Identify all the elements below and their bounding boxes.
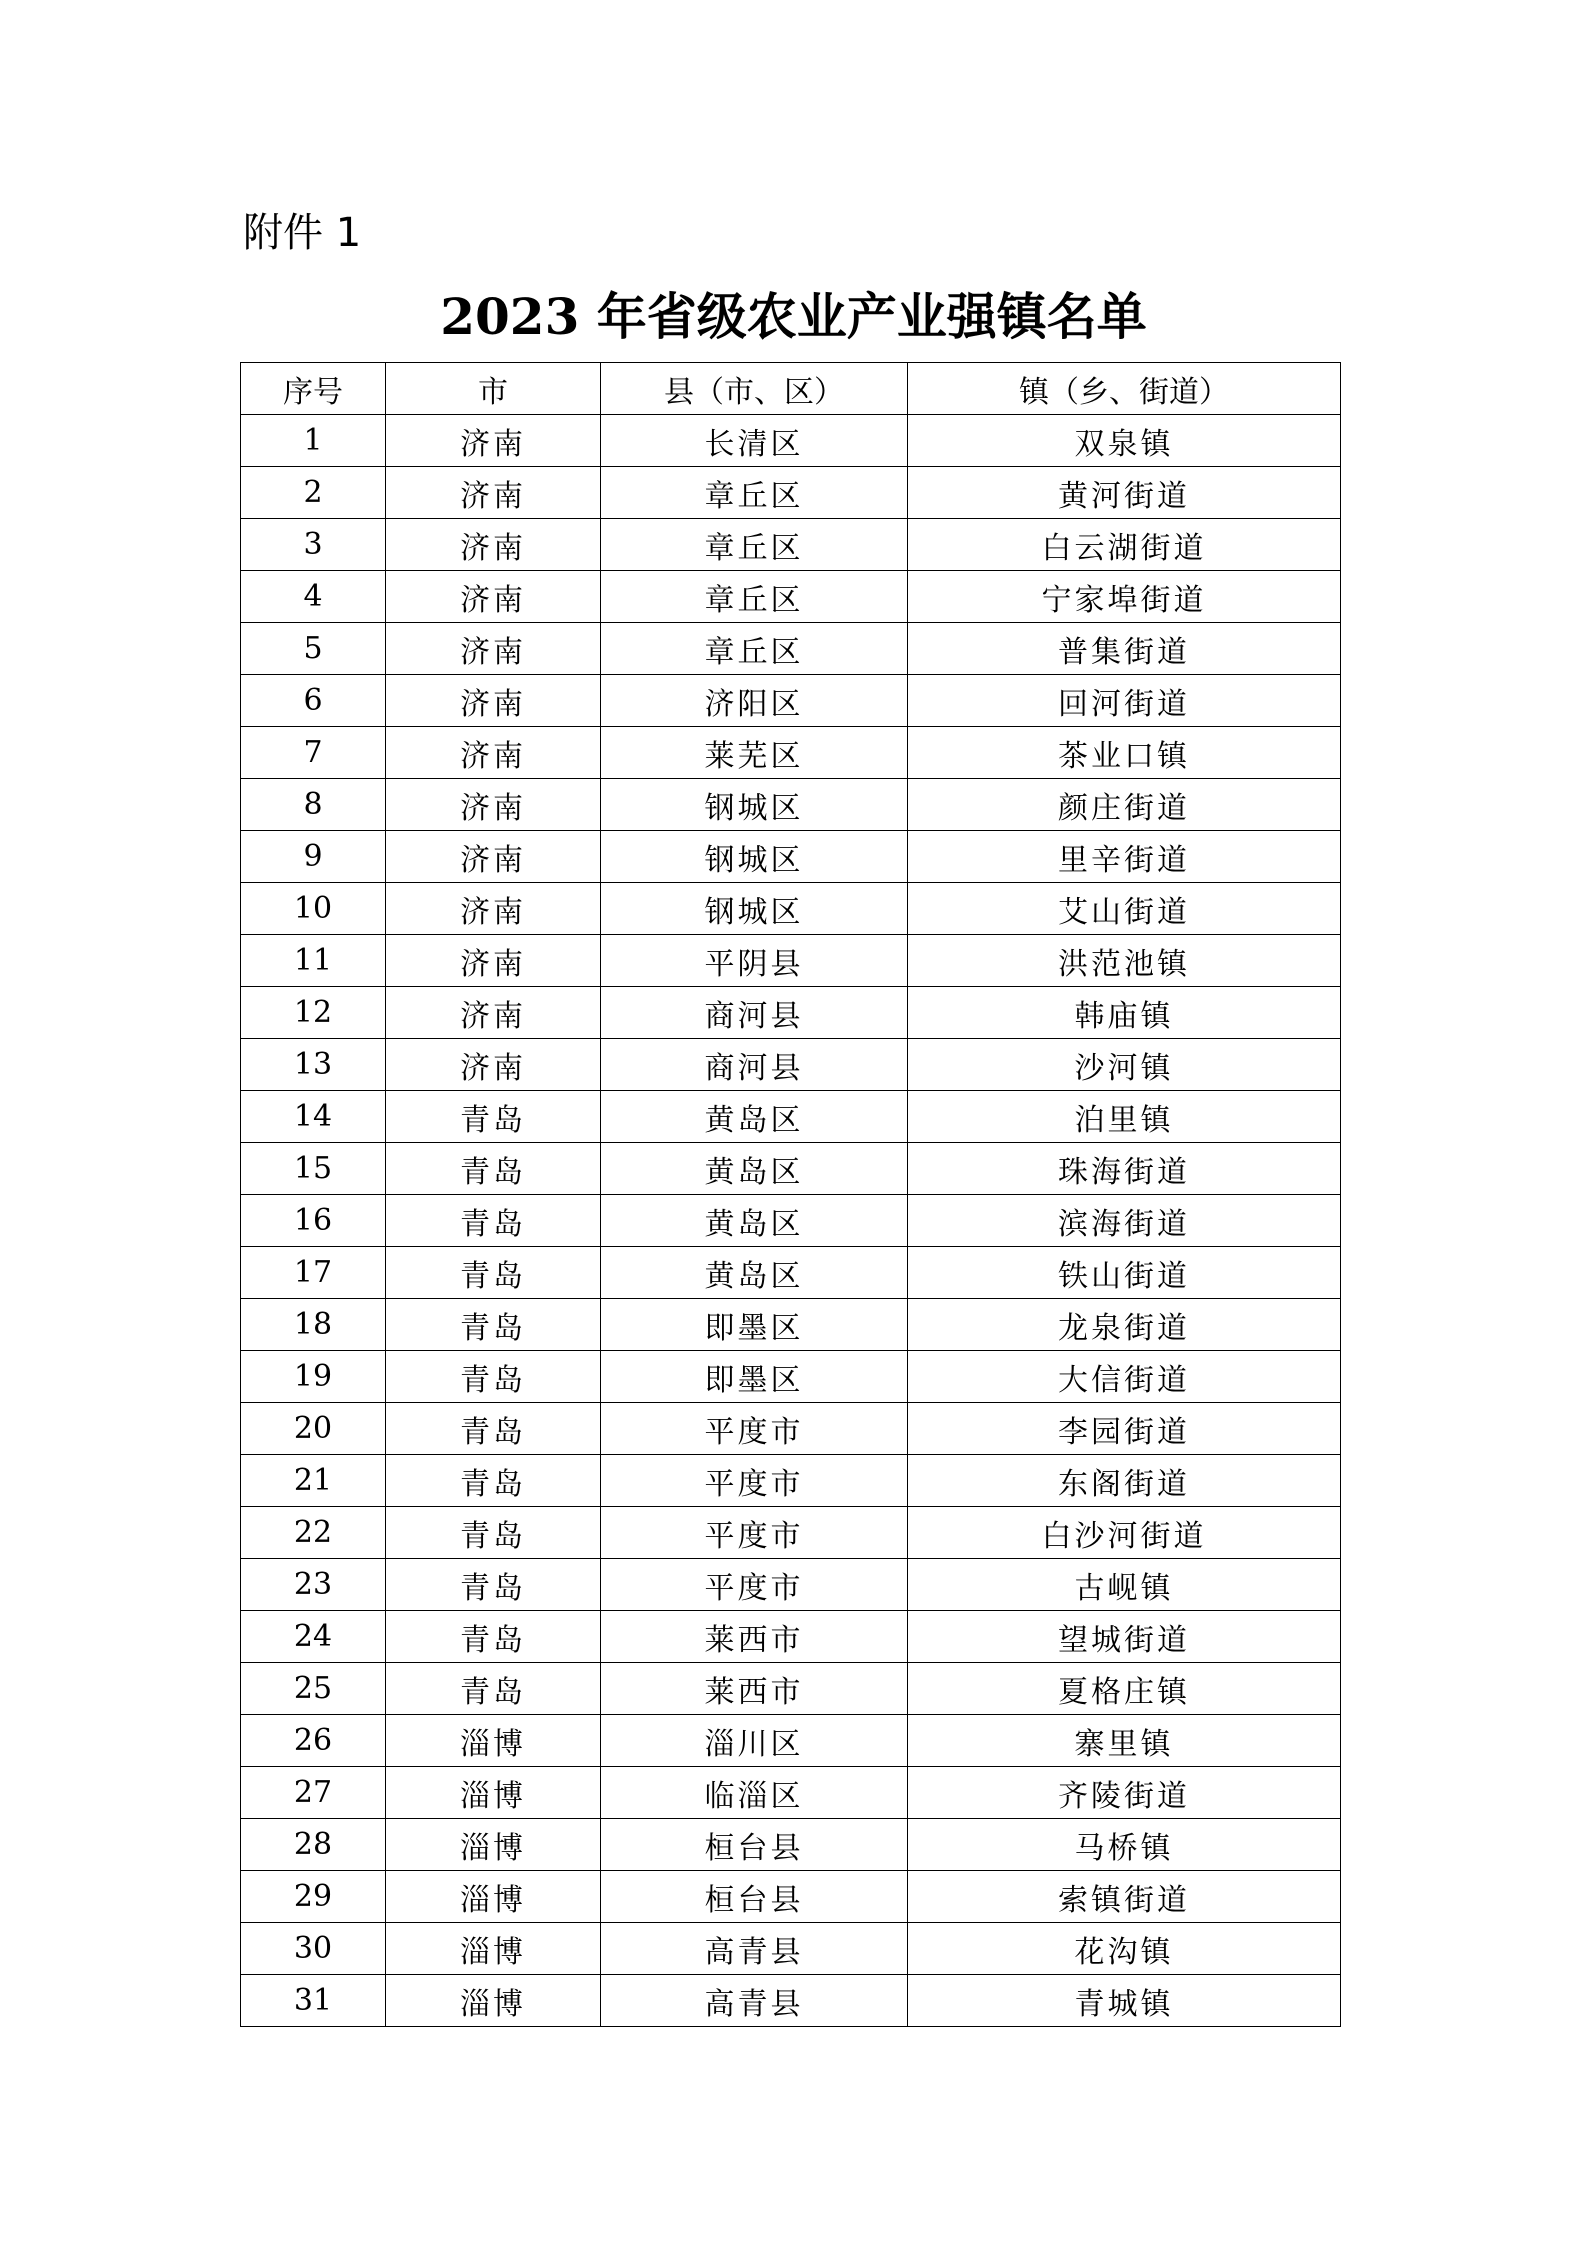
cell-city: 济南 xyxy=(386,623,601,675)
cell-index: 6 xyxy=(241,675,386,727)
cell-index: 3 xyxy=(241,519,386,571)
table-row xyxy=(241,1871,1341,1923)
cell-index: 11 xyxy=(241,935,386,987)
cell-county: 淄川区 xyxy=(601,1715,908,1767)
cell-index: 27 xyxy=(241,1767,386,1819)
cell-town: 龙泉街道 xyxy=(908,1299,1341,1351)
table-row xyxy=(241,935,1341,987)
table-row xyxy=(241,883,1341,935)
table-row xyxy=(241,623,1341,675)
cell-town: 索镇街道 xyxy=(908,1871,1341,1923)
cell-county: 平度市 xyxy=(601,1455,908,1507)
cell-index: 22 xyxy=(241,1507,386,1559)
cell-county: 平度市 xyxy=(601,1559,908,1611)
cell-city: 济南 xyxy=(386,675,601,727)
cell-city: 济南 xyxy=(386,831,601,883)
cell-county: 平度市 xyxy=(601,1403,908,1455)
header-city: 市 xyxy=(386,363,601,415)
table-row xyxy=(241,779,1341,831)
table-header xyxy=(241,363,1341,415)
cell-county: 莱西市 xyxy=(601,1663,908,1715)
cell-city: 青岛 xyxy=(386,1091,601,1143)
table-row xyxy=(241,727,1341,779)
cell-index: 5 xyxy=(241,623,386,675)
table-row xyxy=(241,1143,1341,1195)
cell-index: 14 xyxy=(241,1091,386,1143)
cell-index: 31 xyxy=(241,1975,386,2027)
cell-town: 双泉镇 xyxy=(908,415,1341,467)
cell-town: 白云湖街道 xyxy=(908,519,1341,571)
cell-town: 洪范池镇 xyxy=(908,935,1341,987)
cell-town: 回河街道 xyxy=(908,675,1341,727)
cell-city: 济南 xyxy=(386,1039,601,1091)
cell-county: 高青县 xyxy=(601,1975,908,2027)
cell-county: 黄岛区 xyxy=(601,1143,908,1195)
cell-index: 30 xyxy=(241,1923,386,1975)
table-row xyxy=(241,1819,1341,1871)
cell-city: 济南 xyxy=(386,415,601,467)
cell-city: 济南 xyxy=(386,519,601,571)
cell-county: 黄岛区 xyxy=(601,1247,908,1299)
cell-town: 大信街道 xyxy=(908,1351,1341,1403)
table-row xyxy=(241,1507,1341,1559)
cell-city: 济南 xyxy=(386,571,601,623)
cell-county: 即墨区 xyxy=(601,1351,908,1403)
cell-city: 青岛 xyxy=(386,1403,601,1455)
table-row xyxy=(241,1247,1341,1299)
cell-index: 23 xyxy=(241,1559,386,1611)
cell-town: 滨海街道 xyxy=(908,1195,1341,1247)
cell-county: 长清区 xyxy=(601,415,908,467)
table-row xyxy=(241,831,1341,883)
cell-county: 平阴县 xyxy=(601,935,908,987)
cell-city: 青岛 xyxy=(386,1559,601,1611)
cell-town: 茶业口镇 xyxy=(908,727,1341,779)
cell-city: 淄博 xyxy=(386,1871,601,1923)
town-list-table xyxy=(240,362,1341,2027)
cell-town: 古岘镇 xyxy=(908,1559,1341,1611)
cell-city: 青岛 xyxy=(386,1299,601,1351)
table-row xyxy=(241,1351,1341,1403)
cell-county: 高青县 xyxy=(601,1923,908,1975)
cell-city: 青岛 xyxy=(386,1611,601,1663)
cell-town: 马桥镇 xyxy=(908,1819,1341,1871)
table-row xyxy=(241,1975,1341,2027)
cell-county: 章丘区 xyxy=(601,623,908,675)
cell-town: 青城镇 xyxy=(908,1975,1341,2027)
cell-county: 莱芜区 xyxy=(601,727,908,779)
table-row xyxy=(241,415,1341,467)
cell-city: 济南 xyxy=(386,883,601,935)
cell-city: 青岛 xyxy=(386,1455,601,1507)
cell-index: 21 xyxy=(241,1455,386,1507)
cell-county: 莱西市 xyxy=(601,1611,908,1663)
cell-city: 淄博 xyxy=(386,1923,601,1975)
cell-county: 黄岛区 xyxy=(601,1195,908,1247)
table-body xyxy=(241,415,1341,2027)
cell-county: 章丘区 xyxy=(601,467,908,519)
header-row xyxy=(241,363,1341,415)
cell-city: 淄博 xyxy=(386,1767,601,1819)
cell-index: 1 xyxy=(241,415,386,467)
cell-county: 济阳区 xyxy=(601,675,908,727)
cell-index: 10 xyxy=(241,883,386,935)
cell-city: 淄博 xyxy=(386,1819,601,1871)
cell-city: 济南 xyxy=(386,467,601,519)
table-row xyxy=(241,987,1341,1039)
cell-index: 24 xyxy=(241,1611,386,1663)
cell-town: 铁山街道 xyxy=(908,1247,1341,1299)
cell-index: 8 xyxy=(241,779,386,831)
cell-town: 夏格庄镇 xyxy=(908,1663,1341,1715)
table-row xyxy=(241,1663,1341,1715)
table-row xyxy=(241,1559,1341,1611)
cell-county: 即墨区 xyxy=(601,1299,908,1351)
cell-town: 泊里镇 xyxy=(908,1091,1341,1143)
cell-city: 济南 xyxy=(386,779,601,831)
cell-index: 20 xyxy=(241,1403,386,1455)
table-row xyxy=(241,675,1341,727)
cell-county: 钢城区 xyxy=(601,779,908,831)
cell-town: 黄河街道 xyxy=(908,467,1341,519)
cell-index: 26 xyxy=(241,1715,386,1767)
cell-county: 商河县 xyxy=(601,987,908,1039)
cell-index: 2 xyxy=(241,467,386,519)
cell-town: 白沙河街道 xyxy=(908,1507,1341,1559)
cell-index: 25 xyxy=(241,1663,386,1715)
cell-town: 宁家埠街道 xyxy=(908,571,1341,623)
document-title: 2023 年省级农业产业强镇名单 xyxy=(440,287,1147,346)
table-row xyxy=(241,1767,1341,1819)
cell-index: 19 xyxy=(241,1351,386,1403)
table-row xyxy=(241,1195,1341,1247)
cell-county: 临淄区 xyxy=(601,1767,908,1819)
cell-index: 13 xyxy=(241,1039,386,1091)
cell-county: 桓台县 xyxy=(601,1871,908,1923)
cell-town: 韩庙镇 xyxy=(908,987,1341,1039)
table-row xyxy=(241,1091,1341,1143)
cell-county: 黄岛区 xyxy=(601,1091,908,1143)
cell-town: 东阁街道 xyxy=(908,1455,1341,1507)
cell-city: 济南 xyxy=(386,935,601,987)
cell-city: 青岛 xyxy=(386,1247,601,1299)
cell-city: 济南 xyxy=(386,987,601,1039)
table-row xyxy=(241,519,1341,571)
header-town: 镇（乡、街道） xyxy=(908,363,1341,415)
cell-town: 齐陵街道 xyxy=(908,1767,1341,1819)
cell-town: 望城街道 xyxy=(908,1611,1341,1663)
cell-city: 青岛 xyxy=(386,1351,601,1403)
cell-city: 青岛 xyxy=(386,1507,601,1559)
table-row xyxy=(241,467,1341,519)
cell-county: 章丘区 xyxy=(601,519,908,571)
table-row xyxy=(241,1455,1341,1507)
cell-index: 12 xyxy=(241,987,386,1039)
cell-index: 4 xyxy=(241,571,386,623)
cell-index: 7 xyxy=(241,727,386,779)
cell-index: 18 xyxy=(241,1299,386,1351)
header-county: 县（市、区） xyxy=(601,363,908,415)
cell-county: 章丘区 xyxy=(601,571,908,623)
cell-town: 艾山街道 xyxy=(908,883,1341,935)
attachment-label: 附件 1 xyxy=(243,210,362,256)
cell-town: 李园街道 xyxy=(908,1403,1341,1455)
cell-city: 青岛 xyxy=(386,1143,601,1195)
cell-index: 28 xyxy=(241,1819,386,1871)
cell-town: 寨里镇 xyxy=(908,1715,1341,1767)
cell-town: 珠海街道 xyxy=(908,1143,1341,1195)
cell-county: 钢城区 xyxy=(601,831,908,883)
cell-town: 颜庄街道 xyxy=(908,779,1341,831)
cell-town: 里辛街道 xyxy=(908,831,1341,883)
cell-city: 淄博 xyxy=(386,1975,601,2027)
cell-city: 淄博 xyxy=(386,1715,601,1767)
cell-index: 17 xyxy=(241,1247,386,1299)
cell-town: 花沟镇 xyxy=(908,1923,1341,1975)
cell-index: 15 xyxy=(241,1143,386,1195)
header-index: 序号 xyxy=(241,363,386,415)
cell-county: 钢城区 xyxy=(601,883,908,935)
table-row xyxy=(241,571,1341,623)
cell-index: 9 xyxy=(241,831,386,883)
table-row xyxy=(241,1299,1341,1351)
table-row xyxy=(241,1923,1341,1975)
cell-town: 普集街道 xyxy=(908,623,1341,675)
table-row xyxy=(241,1039,1341,1091)
cell-town: 沙河镇 xyxy=(908,1039,1341,1091)
table-row xyxy=(241,1403,1341,1455)
cell-index: 16 xyxy=(241,1195,386,1247)
cell-city: 青岛 xyxy=(386,1663,601,1715)
cell-county: 平度市 xyxy=(601,1507,908,1559)
cell-city: 青岛 xyxy=(386,1195,601,1247)
cell-city: 济南 xyxy=(386,727,601,779)
cell-county: 商河县 xyxy=(601,1039,908,1091)
cell-index: 29 xyxy=(241,1871,386,1923)
table-row xyxy=(241,1715,1341,1767)
table-row xyxy=(241,1611,1341,1663)
cell-county: 桓台县 xyxy=(601,1819,908,1871)
